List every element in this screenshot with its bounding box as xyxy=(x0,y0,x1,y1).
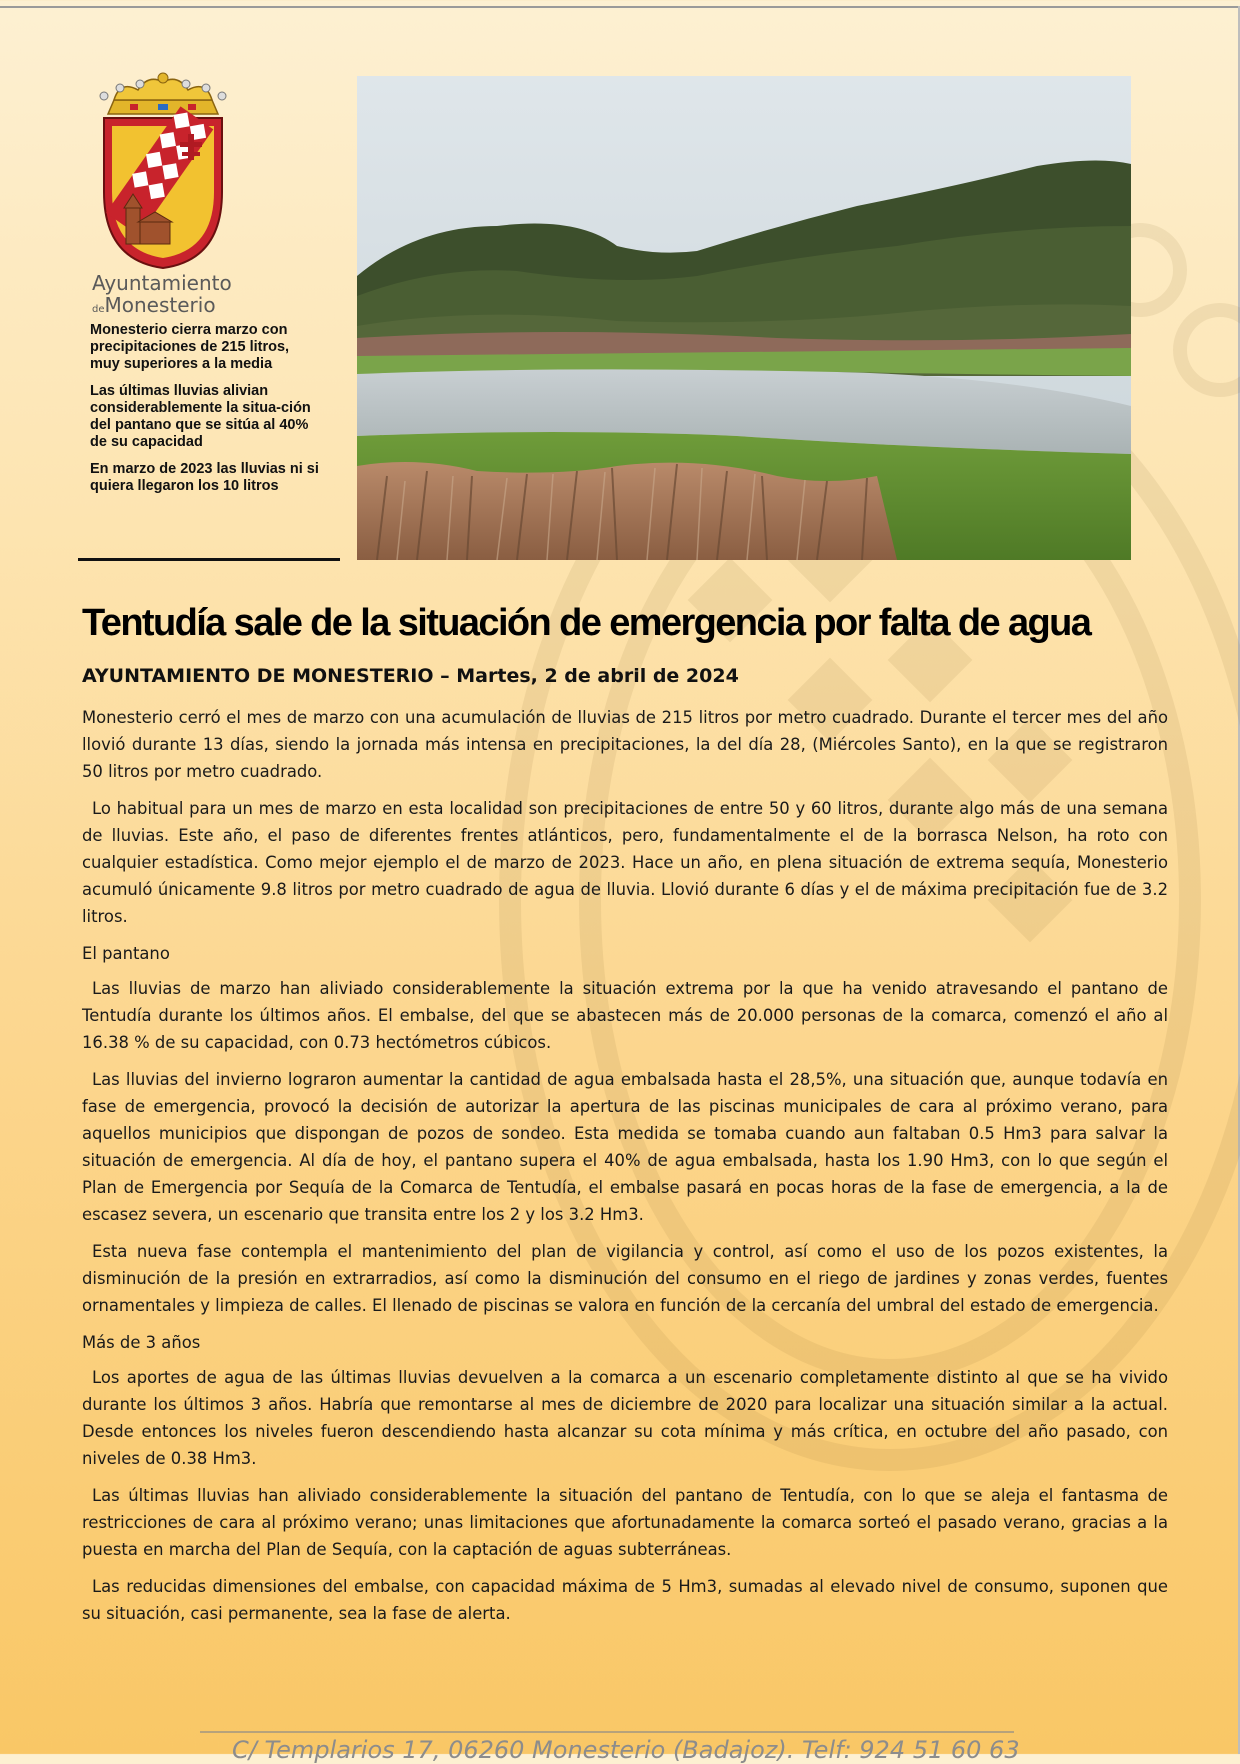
org-name xyxy=(92,272,292,321)
reservoir-photo xyxy=(357,76,1131,560)
paragraph-3: Las lluvias de marzo han aliviado considerablemente la situación extrema por la que ha venido atravesando el pantano de Tentudía durante los últimos años. El embalse, del que se abastecen más de 20.000 personas de la comarca, comenzó el año al 16.38 % de su capacidad, con 0.73 hectómetros cúbicos. xyxy=(82,979,1168,1052)
section-heading-pantano: El pantano xyxy=(82,944,170,963)
highlight-1: Monesterio cierra marzo con precipitaciones de 215 litros, muy superiores a la media xyxy=(90,322,290,372)
org-name-line1: Ayuntamiento xyxy=(92,271,232,295)
sidebar-highlights xyxy=(90,322,322,505)
article-headline: Tentudía sale de la situación de emergencia por falta de agua xyxy=(82,602,1091,644)
org-name-line2: Monesterio xyxy=(104,293,216,317)
paragraph-8: Las reducidas dimensiones del embalse, con capacidad máxima de 5 Hm3, sumadas al elevado nivel de consumo, suponen que su situación, casi permanente, sea la fase de alerta. xyxy=(82,1577,1168,1623)
sidebar-divider xyxy=(78,558,340,561)
paragraph-7: Las últimas lluvias han aliviado considerablemente la situación del pantano de Tentudía, con lo que se aleja el fantasma de restricciones de cara al próximo verano; unas limitaciones que afortunadamente la comarca sorteó el pasado verano, gracias a la puesta en marcha del Plan de Sequía, con la captación de aguas subterráneas. xyxy=(82,1486,1168,1559)
coat-of-arms-icon xyxy=(90,72,236,272)
highlight-3: En marzo de 2023 las lluvias ni si quiera llegaron los 10 litros xyxy=(90,461,319,494)
article-byline: AYUNTAMIENTO DE MONESTERIO – Martes, 2 de abril de 2024 xyxy=(82,665,739,687)
paragraph-4: Las lluvias del invierno lograron aumentar la cantidad de agua embalsada hasta el 28,5%, una situación que, aunque todavía en fase de emergencia, provocó la decisión de autorizar la apertura de las piscinas municipales de cara al próximo verano, para aquellos municipios que dispongan de pozos de sondeo. Esta medida se tomaba cuando aun faltaban 0.5 Hm3 para salvar la situación de emergencia. Al día de hoy, el pantano supera el 40% de agua embalsada, hasta los 1.90 Hm3, con lo que según el Plan de Emergencia por Sequía de la Comarca de Tentudía, el embalse pasará en pocas horas de la fase de emergencia, a la de escasez severa, un escenario que transita entre los 2 y los 3.2 Hm3. xyxy=(82,1070,1168,1224)
page-border-top xyxy=(0,6,1240,8)
footer-address: C/ Templarios 17, 06260 Monesterio (Badajoz). Telf: 924 51 60 63 xyxy=(232,1736,1020,1764)
paragraph-5: Esta nueva fase contempla el mantenimiento del plan de vigilancia y control, así como el uso de los pozos existentes, la disminución de la presión en extrarradios, así como la disminución del consumo en el riego de jardines y zonas verdes, fuentes ornamentales y limpieza de calles. El llenado de piscinas se valora en función de la cercanía del umbral del estado de emergencia. xyxy=(82,1242,1168,1315)
paragraph-1: Monesterio cerró el mes de marzo con una acumulación de lluvias de 215 litros por metro cuadrado. Durante el tercer mes del año llovió durante 13 días, siendo la jornada más intensa en precipitaciones, la del día 28, (Miércoles Santo), en la que se registraron 50 litros por metro cuadrado. xyxy=(82,708,1168,781)
section-heading-mas-de-3-anos: Más de 3 años xyxy=(82,1333,201,1352)
highlight-2: Las últimas lluvias alivian considerablemente la situa-ción del pantano que se sitúa al 40% de su capacidad xyxy=(90,383,311,450)
org-name-de: de xyxy=(92,304,105,315)
paragraph-2: Lo habitual para un mes de marzo en esta localidad son precipitaciones de entre 50 y 60 litros, durante algo más de una semana de lluvias. Este año, el paso de diferentes frentes atlánticos, pero, fundamentalmente el de la borrasca Nelson, ha roto con cualquier estadística. Como mejor ejemplo el de marzo de 2023. Hace un año, en plena situación de extrema sequía, Monesterio acumuló únicamente 9.8 litros por metro cuadrado de agua de lluvia. Llovió durante 6 días y el de máxima precipitación fue de 3.2 litros. xyxy=(82,799,1168,926)
article-body xyxy=(82,704,1168,1637)
paragraph-6: Los aportes de agua de las últimas lluvias devuelven a la comarca a un escenario completamente distinto al que se ha vivido durante los últimos 3 años. Habría que remontarse al mes de diciembre de 2020 para localizar una situación similar a la actual. Desde entonces los niveles fueron descendiendo hasta alcanzar su cota mínima y más crítica, en octubre del año pasado, con niveles de 0.38 Hm3. xyxy=(82,1368,1168,1468)
footer-divider xyxy=(200,1731,1014,1733)
